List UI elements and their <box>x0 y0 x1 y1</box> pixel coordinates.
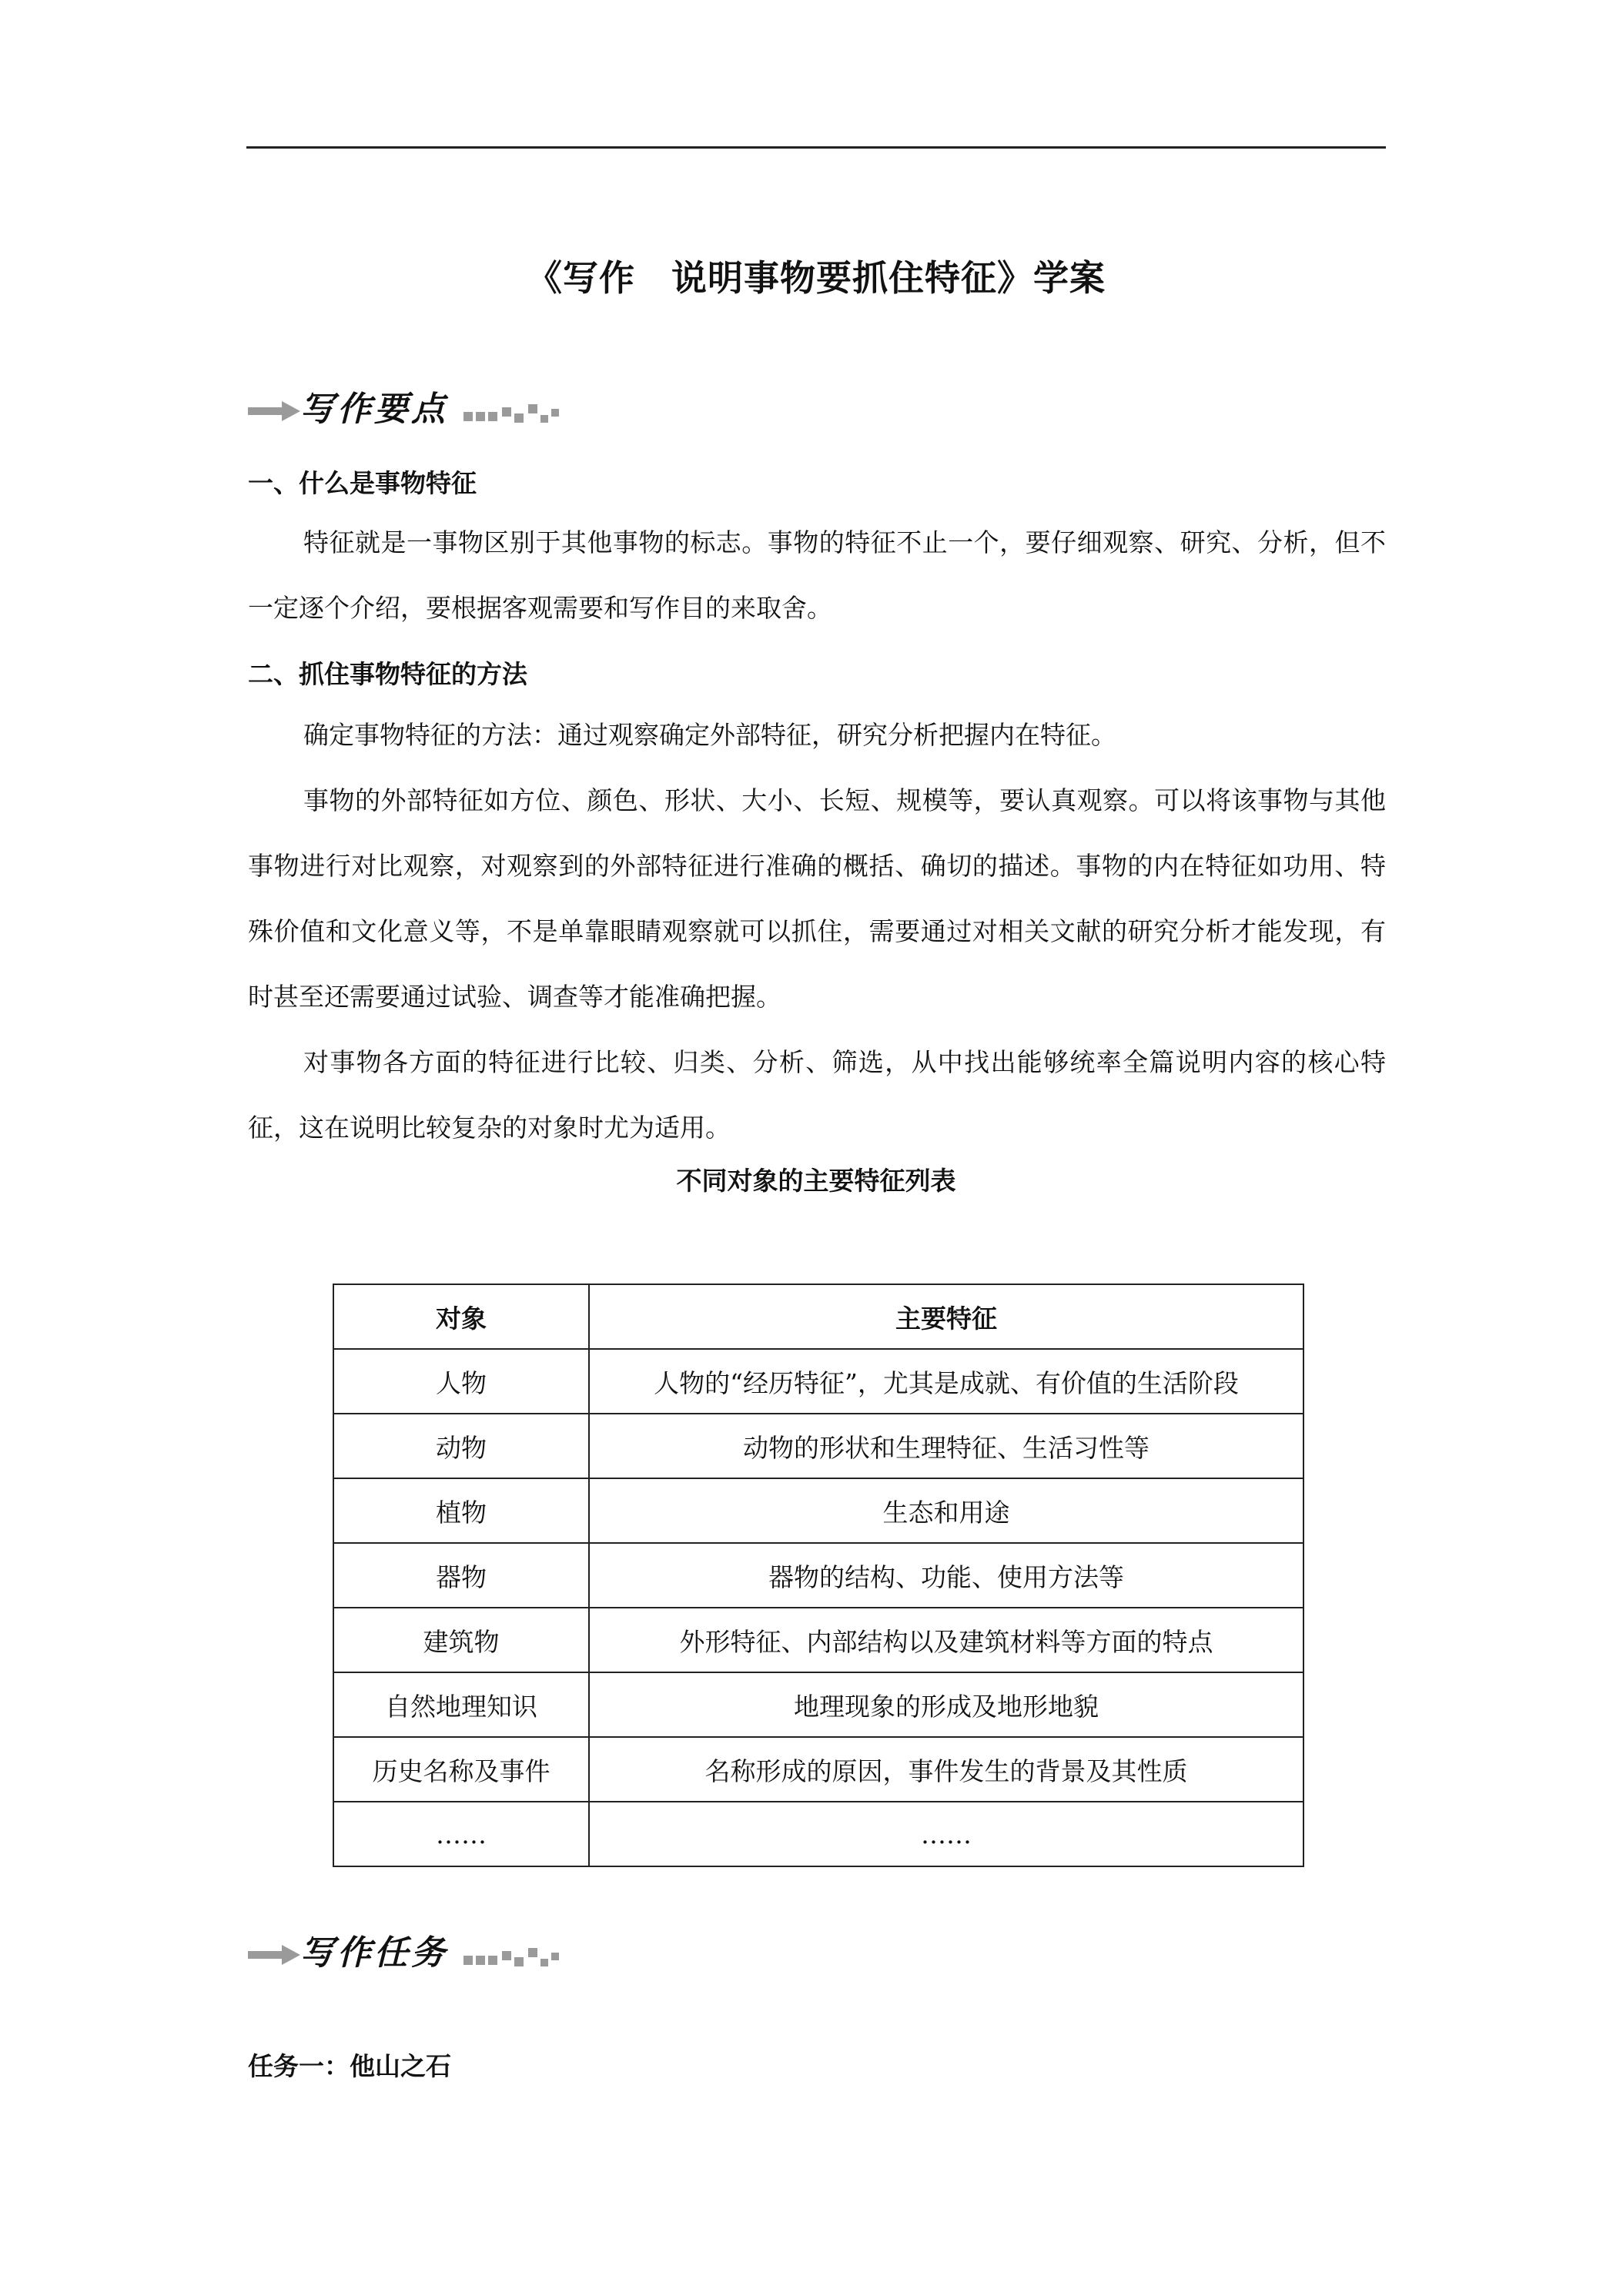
heading-methods: 二、抓住事物特征的方法 <box>248 659 527 689</box>
table-caption: 不同对象的主要特征列表 <box>676 1166 956 1196</box>
page-title: 《写作 说明事物要抓住特征》学案 <box>527 257 1106 299</box>
table-cell: 器物的结构、功能、使用方法等 <box>589 1543 1303 1608</box>
table-cell: …… <box>333 1802 589 1866</box>
table-row <box>333 1543 1303 1608</box>
arrow-icon <box>248 1945 300 1965</box>
arrow-icon <box>248 401 300 421</box>
table-cell: 外形特征、内部结构以及建筑材料等方面的特点 <box>589 1608 1303 1672</box>
table-cell: 名称形成的原因，事件发生的背景及其性质 <box>589 1737 1303 1802</box>
task-heading: 任务一：他山之石 <box>248 2051 451 2081</box>
feature-table <box>333 1284 1304 1867</box>
table-row <box>333 1608 1303 1672</box>
table-cell: 人物 <box>333 1349 589 1414</box>
table-cell: 生态和用途 <box>589 1478 1303 1543</box>
table-header-cell: 主要特征 <box>589 1284 1303 1349</box>
table-row <box>333 1478 1303 1543</box>
paragraph: 特征就是一事物区别于其他事物的标志。事物的特征不止一个，要仔细观察、研究、分析，但不一定逐个介绍，要根据客观需要和写作目的来取舍。 <box>248 527 1386 623</box>
table-row <box>333 1414 1303 1478</box>
paragraph: 事物的外部特征如方位、颜色、形状、大小、长短、规模等，要认真观察。可以将该事物与其他事物进行对比观察，对观察到的外部特征进行准确的概括、确切的描述。事物的内在特征如功用、特殊价值和文化意义等，不是单靠眼睛观察就可以抓住，需要通过对相关文献的研究分析才能发现，有时甚至还需要通过试验、调查等才能准确把握。 <box>248 785 1386 1012</box>
table-cell: 植物 <box>333 1478 589 1543</box>
header-rule <box>246 146 1386 149</box>
table-row <box>333 1349 1303 1414</box>
table-header-cell: 对象 <box>333 1284 589 1349</box>
paragraph: 对事物各方面的特征进行比较、归类、分析、筛选，从中找出能够统率全篇说明内容的核心特征，这在说明比较复杂的对象时尤为适用。 <box>248 1047 1386 1143</box>
table-cell: 自然地理知识 <box>333 1672 589 1737</box>
table-cell: …… <box>589 1802 1303 1866</box>
paragraph: 确定事物特征的方法：通过观察确定外部特征，研究分析把握内在特征。 <box>303 720 1116 750</box>
dots-decoration-icon <box>463 397 564 427</box>
table-cell: 动物 <box>333 1414 589 1478</box>
table-row <box>333 1672 1303 1737</box>
table-row <box>333 1737 1303 1802</box>
section-banner-key-points <box>248 381 564 437</box>
table-cell: 历史名称及事件 <box>333 1737 589 1802</box>
table-cell: 器物 <box>333 1543 589 1608</box>
table-cell: 建筑物 <box>333 1608 589 1672</box>
table-cell: 地理现象的形成及地形地貌 <box>589 1672 1303 1737</box>
table-cell: 动物的形状和生理特征、生活习性等 <box>589 1414 1303 1478</box>
table-header-row <box>333 1284 1303 1349</box>
heading-what-is-feature: 一、什么是事物特征 <box>248 468 477 498</box>
section-label: 写作任务 <box>300 1933 448 1973</box>
dots-decoration-icon <box>463 1940 564 1971</box>
table-cell: 人物的“经历特征”，尤其是成就、有价值的生活阶段 <box>589 1349 1303 1414</box>
section-label: 写作要点 <box>300 390 448 429</box>
table-row <box>333 1802 1303 1866</box>
section-banner-tasks <box>248 1925 564 1980</box>
